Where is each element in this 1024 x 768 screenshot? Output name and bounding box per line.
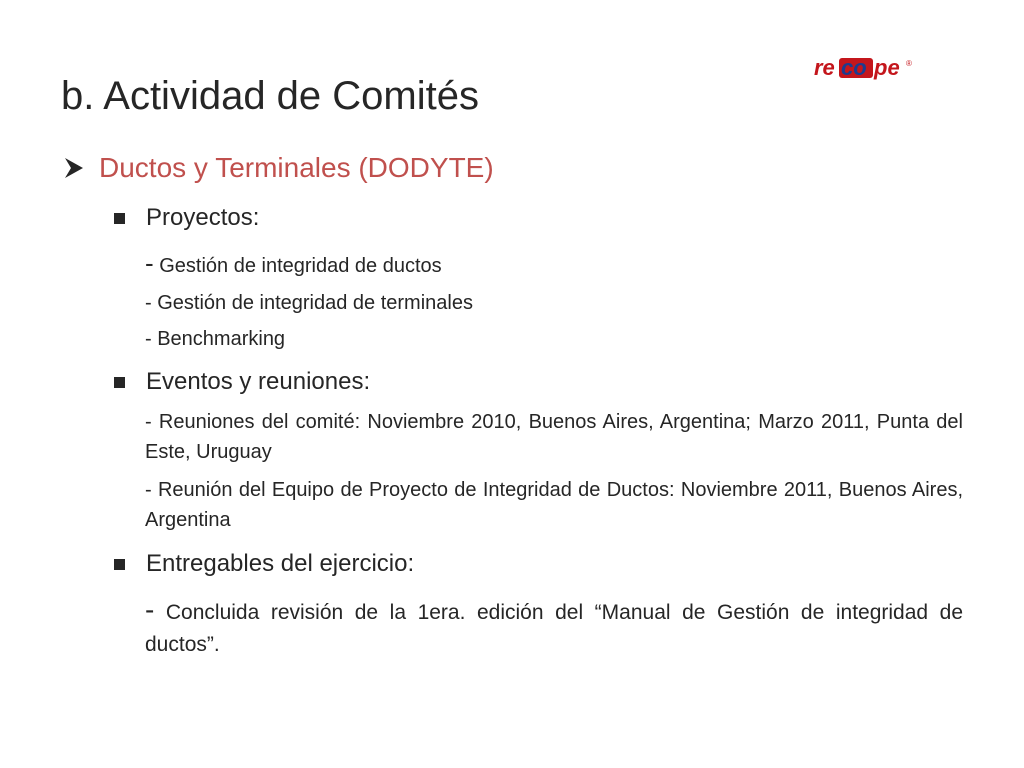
section-heading [63, 148, 494, 188]
recope-logo [812, 56, 924, 80]
bullet-entregables [114, 548, 414, 580]
square-bullet-icon [114, 213, 125, 224]
event-item: - Reuniones del comité: Noviembre 2010, Buenos Aires, Argentina; Marzo 2011, Punta del Este, Uruguay [145, 411, 963, 463]
bullet-label: Proyectos: [146, 204, 260, 231]
list-item-text: Gestión de integridad de ductos [153, 255, 442, 277]
bullet-proyectos [114, 202, 259, 234]
bullet-label: Eventos y reuniones: [146, 368, 371, 395]
square-bullet-icon [114, 559, 125, 570]
bullet-label: Entregables del ejercicio: [146, 550, 415, 577]
event-item: - Reunión del Equipo de Proyecto de Integridad de Ductos: Noviembre 2011, Buenos Aires, Argentina [145, 479, 963, 531]
list-item: - Benchmarking [145, 328, 286, 350]
logo-text-re: re [814, 56, 835, 80]
list-item: - Gestión de integridad de terminales [145, 292, 473, 314]
deliverable-item [145, 594, 963, 661]
list-item [145, 249, 442, 280]
logo-registered-mark: ® [906, 59, 912, 68]
logo-text-pe: pe [874, 56, 900, 80]
slide-title: b. Actividad de Comités [61, 74, 479, 118]
logo-text-co: co [841, 56, 867, 80]
dash: - [145, 248, 154, 278]
deliverable-text: Concluida revisión de la 1era. edición del “Manual de Gestión de integridad de ductos”. [145, 601, 963, 656]
section-label: Ductos y Terminales (DODYTE) [99, 152, 494, 183]
square-bullet-icon [114, 377, 125, 388]
bullet-eventos [114, 366, 370, 398]
arrow-bullet-icon [63, 156, 85, 180]
dash: - [145, 594, 155, 625]
